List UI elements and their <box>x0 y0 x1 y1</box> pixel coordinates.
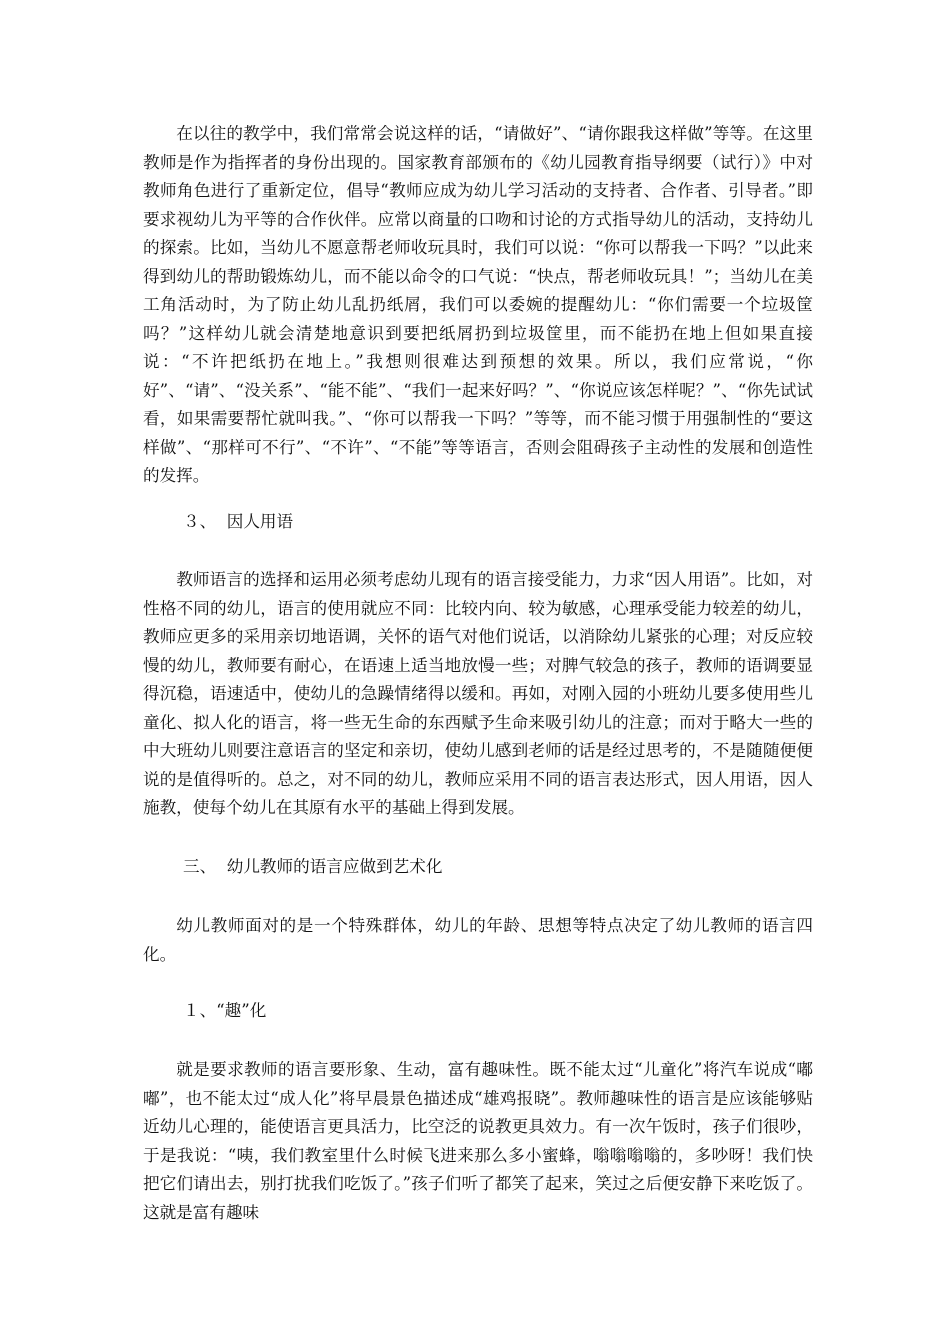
heading-1-interest: １、“趣”化 <box>183 1001 267 1020</box>
heading-3-language-by-person: ３、 因人用语 <box>183 512 294 531</box>
paragraph-four-transformations: 幼儿教师面对的是一个特殊群体，幼儿的年龄、思想等特点决定了幼儿教师的语言四化。 <box>143 916 813 964</box>
paragraph-language-by-person: 教师语言的选择和运用必须考虑幼儿现有的语言接受能力，力求“因人用语”。比如，对性格不同的幼儿，语言的使用就应不同：比较内向、较为敏感，心理承受能力较差的幼儿，教师应更多的采用亲切地语调，关怀的语气对他们说话，以消除幼儿紧张的心理；对反应较慢的幼儿，教师要有耐心，在语速上适当地放慢一些；对脾气较急的孩子，教师的语调要显得沉稳，语速适中，使幼儿的急躁情绪得以缓和。再如，对刚入园的小班幼儿要多使用些儿童化、拟人化的语言，将一些无生命的东西赋予生命来吸引幼儿的注意；而对于略大一些的中大班幼儿则要注意语言的坚定和亲切，使幼儿感到老师的话是经过思考的，不是随随便便说的是值得听的。总之，对不同的幼儿，教师应采用不同的语言表达形式，因人用语，因人施教，使每个幼儿在其原有水平的基础上得到发展。 <box>143 570 813 817</box>
heading-section-three: 三、 幼儿教师的语言应做到艺术化 <box>183 857 443 876</box>
paragraph-teacher-role: 在以往的教学中，我们常常会说这样的话，“请做好”、“请你跟我这样做”等等。在这里教师是作为指挥者的身份出现的。国家教育部颁布的《幼儿园教育指导纲要（试行）》中对教师角色进行了重新定位，倡导“教师应成为幼儿学习活动的支持者、合作者、引导者。”即要求视幼儿为平等的合作伙伴。应常以商量的口吻和讨论的方式指导幼儿的活动，支持幼儿的探索。比如，当幼儿不愿意帮老师收玩具时，我们可以说：“你可以帮我一下吗？”以此来得到幼儿的帮助锻炼幼儿，而不能以命令的口气说：“快点，帮老师收玩具！”；当幼儿在美工角活动时，为了防止幼儿乱扔纸屑，我们可以委婉的提醒幼儿：“你们需要一个垃圾筐吗？”这样幼儿就会清楚地意识到要把纸屑扔到垃圾筐里，而不能扔在地上但如果直接说：“不许把纸扔在地上。”我想则很难达到预想的效果。所以，我们应常说，“你好”、“请”、“没关系”、“能不能”、“我们一起来好吗？”、“你说应该怎样呢？”、“你先试试看，如果需要帮忙就叫我。”、“你可以帮我一下吗？”等等，而不能习惯于用强制性的“要这样做”、“那样可不行”、“不许”、“不能”等等语言，否则会阻碍孩子主动性的发展和创造性的发挥。 <box>143 124 813 485</box>
paragraph-interest: 就是要求教师的语言要形象、生动，富有趣味性。既不能太过“儿童化”将汽车说成“嘟嘟”，也不能太过“成人化”将早晨景色描述成“雄鸡报晓”。教师趣味性的语言是应该能够贴近幼儿心理的，能使语言更具活力，比空泛的说教更具效力。有一次午饭时，孩子们很吵，于是我说：“咦，我们教室里什么时候飞进来那么多小蜜蜂，嗡嗡嗡嗡的，多吵呀！我们快把它们请出去，别打扰我们吃饭了。”孩子们听了都笑了起来，笑过之后便安静下来吃饭了。这就是富有趣味 <box>143 1060 813 1222</box>
